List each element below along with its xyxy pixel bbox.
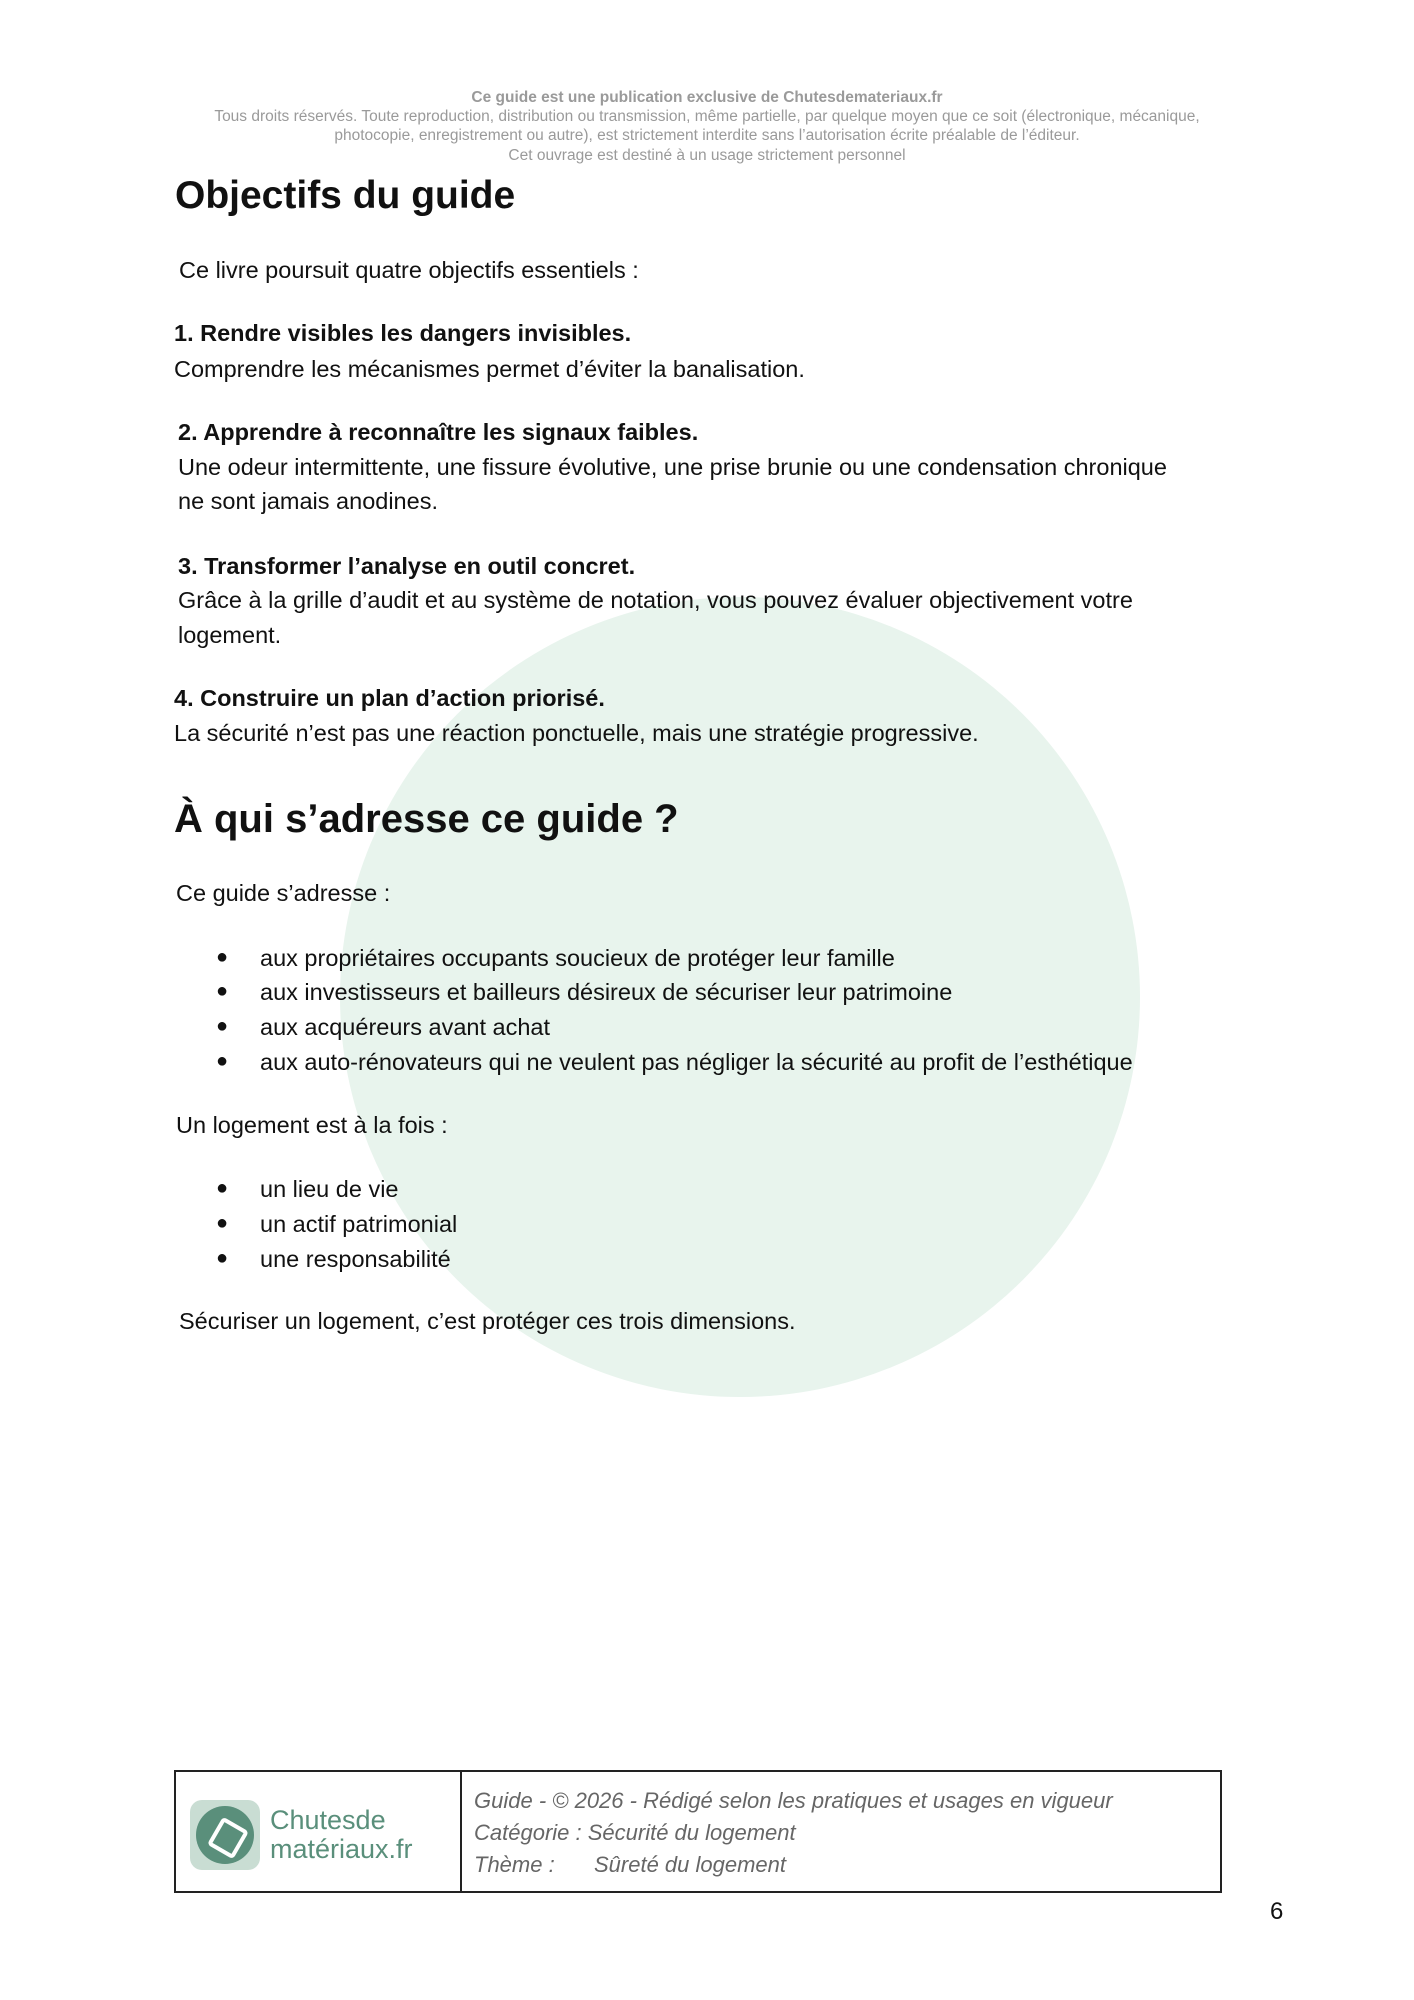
section-title-audience: À qui s’adresse ce guide ? — [174, 797, 679, 841]
list-item: aux auto-rénovateurs qui ne veulent pas négliger la sécurité au profit de l’esthétique — [260, 1049, 1133, 1075]
section-title-objectives: Objectifs du guide — [175, 174, 516, 217]
footer-category: Catégorie : Sécurité du logement — [474, 1820, 796, 1845]
footer-divider — [460, 1772, 462, 1891]
list-item: un actif patrimonial — [260, 1211, 458, 1237]
header-rights-2: photocopie, enregistrement ou autre), est strictement interdite sans l’autorisation écrite préalable de l’éditeur. — [334, 127, 1080, 144]
header-publication: Ce guide est une publication exclusive de Chutesdemateriaux.fr — [471, 89, 943, 106]
objective-text: La sécurité n’est pas une réaction ponctuelle, mais une stratégie progressive. — [174, 720, 979, 746]
footer-guide-info: Guide - © 2026 - Rédigé selon les pratiques et usages en vigueur — [474, 1788, 1113, 1813]
audience-intro: Ce guide s’adresse : — [176, 880, 391, 906]
list-item: aux acquéreurs avant achat — [260, 1014, 551, 1040]
list-item: un lieu de vie — [260, 1176, 399, 1202]
conclusion-text: Sécuriser un logement, c’est protéger ces trois dimensions. — [179, 1308, 796, 1334]
bullet-icon: ● — [216, 1212, 229, 1234]
list-item: une responsabilité — [260, 1246, 451, 1272]
bullet-icon: ● — [216, 1247, 229, 1269]
objective-title: 1. Rendre visibles les dangers invisibles. — [174, 320, 632, 346]
logo — [190, 1800, 260, 1870]
objective-title: 2. Apprendre à reconnaître les signaux faibles. — [178, 419, 699, 445]
bullet-icon: ● — [216, 1015, 229, 1037]
bullet-icon: ● — [216, 1177, 229, 1199]
objective-text: Une odeur intermittente, une fissure évolutive, une prise brunie ou une condensation chronique — [178, 454, 1167, 480]
page-number: 6 — [1270, 1898, 1284, 1925]
footer-theme-label: Thème : — [474, 1852, 555, 1877]
header-rights: Tous droits réservés. Toute reproduction, distribution ou transmission, même partielle, par quelque moyen que ce soit (électronique, mécanique, — [214, 108, 1200, 125]
list-item: aux propriétaires occupants soucieux de protéger leur famille — [260, 945, 895, 971]
objectives-intro: Ce livre poursuit quatre objectifs essentiels : — [179, 257, 639, 283]
bullet-icon: ● — [216, 980, 229, 1002]
list-item: aux investisseurs et bailleurs désireux de sécuriser leur patrimoine — [260, 979, 953, 1005]
bullet-icon: ● — [216, 946, 229, 968]
logo-text-line1: Chutesde — [270, 1805, 386, 1835]
logo-icon — [196, 1806, 254, 1864]
objective-text: logement. — [178, 622, 282, 648]
objective-title: 3. Transformer l’analyse en outil concret. — [178, 553, 636, 579]
objective-title: 4. Construire un plan d’action priorisé. — [174, 685, 605, 711]
footer-theme-value: Sûreté du logement — [594, 1852, 787, 1877]
logo-text-line2: matériaux.fr — [270, 1834, 413, 1864]
objective-text: Comprendre les mécanismes permet d’éviter la banalisation. — [174, 356, 805, 382]
objective-text: ne sont jamais anodines. — [178, 488, 438, 514]
bullet-icon: ● — [216, 1050, 229, 1072]
header-usage: Cet ouvrage est destiné à un usage strictement personnel — [508, 147, 906, 164]
dimensions-intro: Un logement est à la fois : — [176, 1112, 448, 1138]
objective-text: Grâce à la grille d’audit et au système de notation, vous pouvez évaluer objectivement votre — [178, 587, 1133, 613]
footer-box — [174, 1770, 1222, 1893]
